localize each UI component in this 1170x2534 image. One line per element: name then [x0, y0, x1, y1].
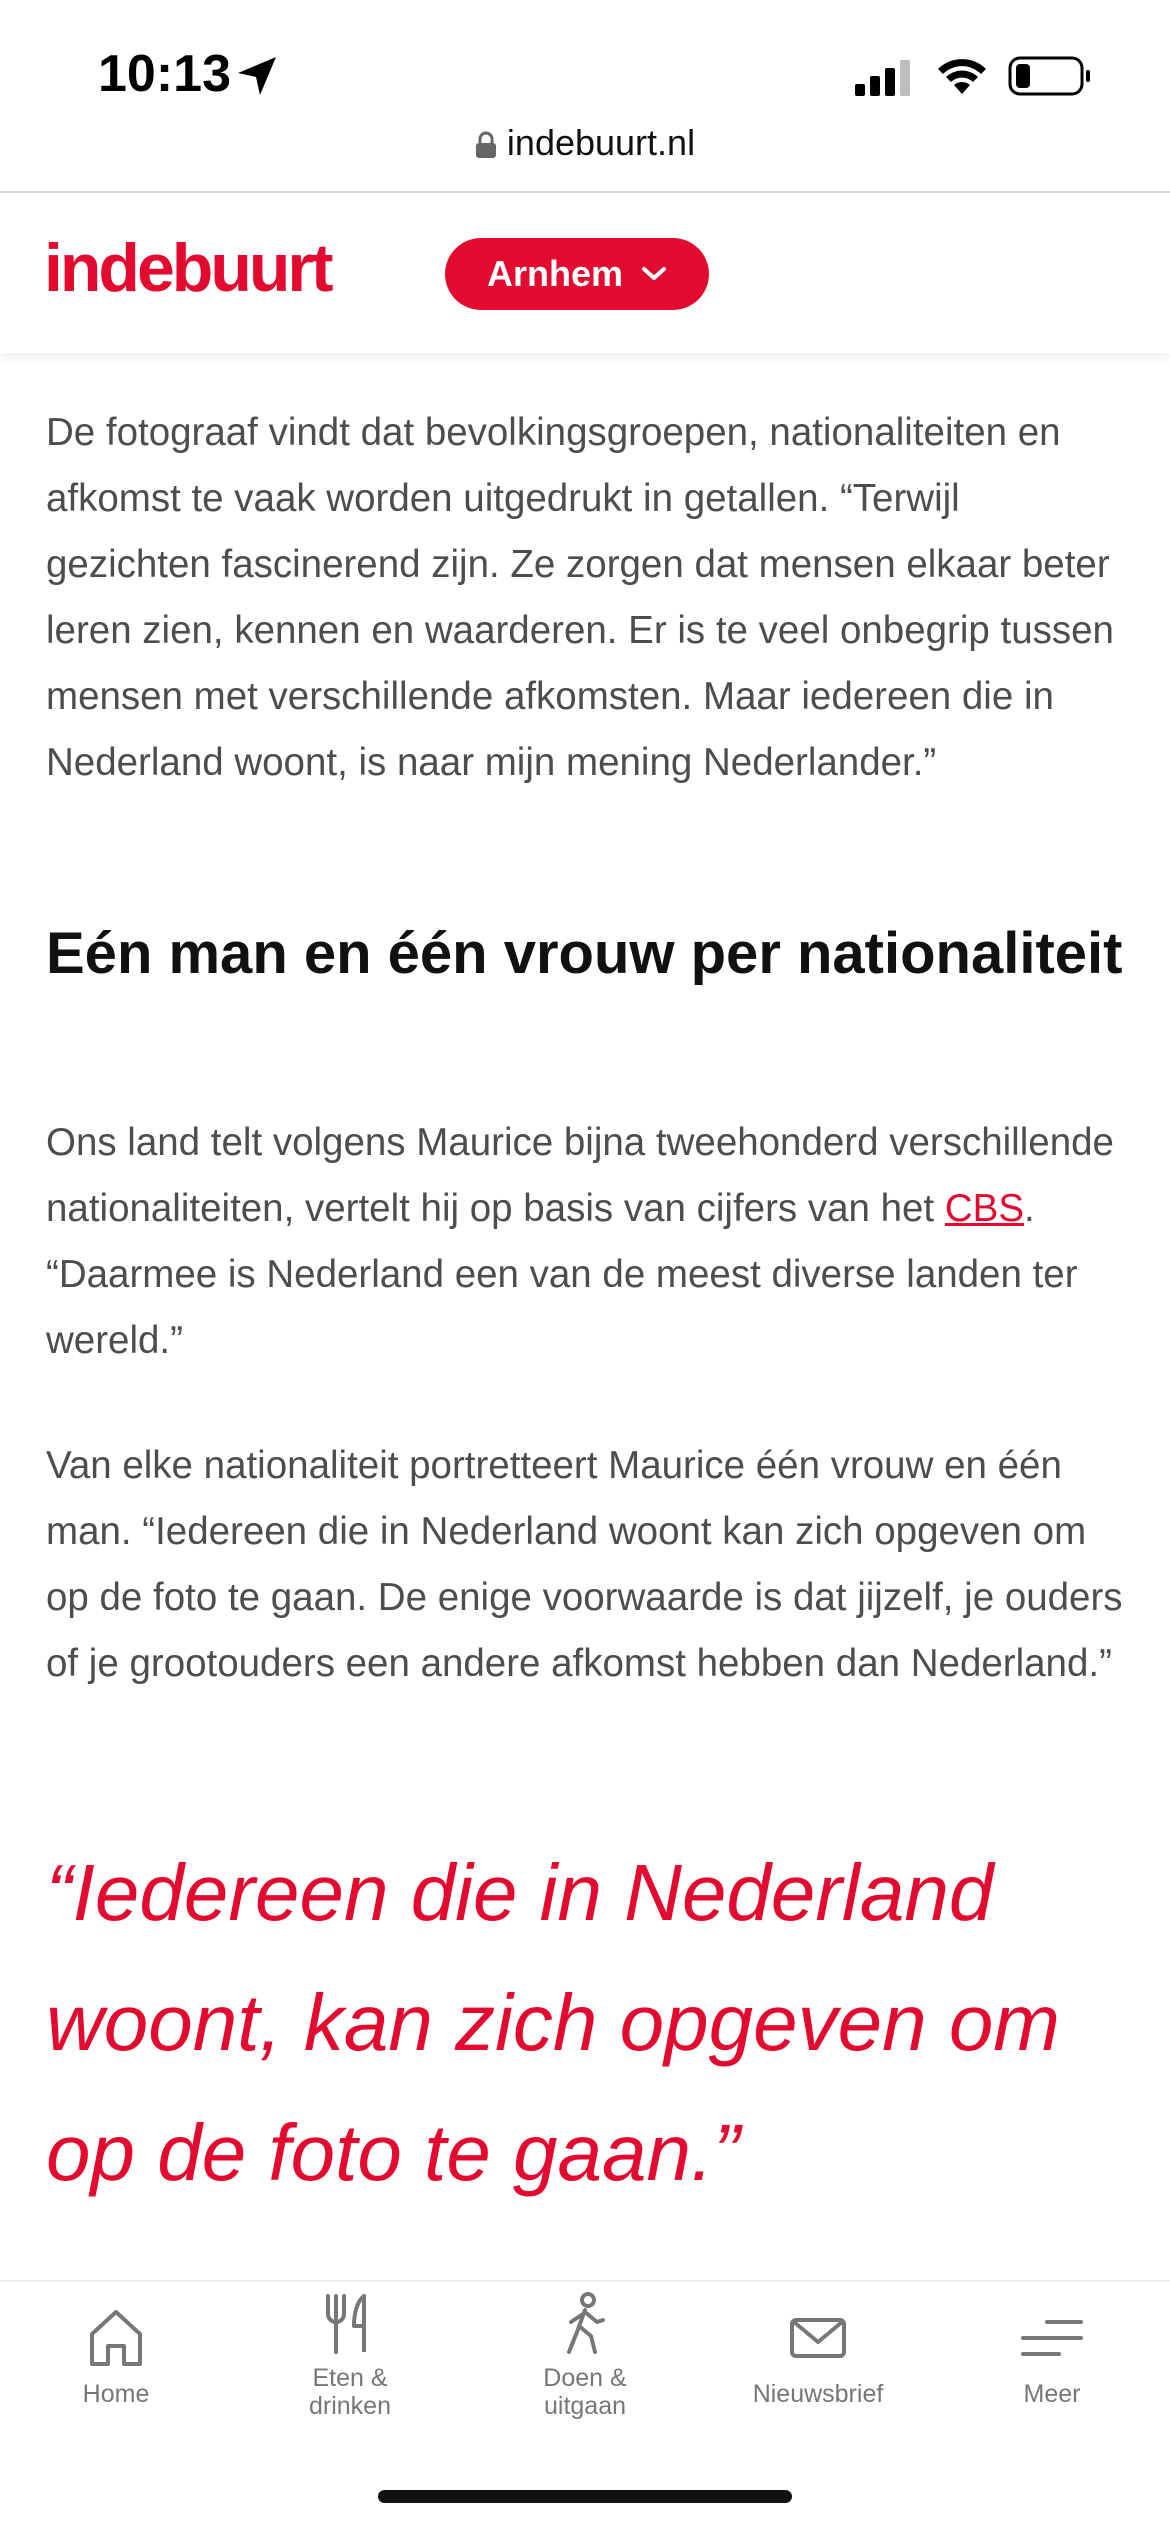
envelope-icon [788, 2306, 848, 2370]
home-indicator[interactable] [378, 2490, 792, 2503]
status-bar [0, 0, 1170, 163]
status-time: 10:13 [98, 45, 231, 103]
article-body-2 [46, 1110, 1126, 1374]
nav-home[interactable] [16, 2306, 216, 2408]
site-header [0, 193, 1170, 353]
article-subheading: Eén man en één vrouw per nationaliteit [46, 921, 1123, 986]
nav-label: Eten & drinken [309, 2364, 391, 2420]
nav-meer[interactable] [952, 2306, 1152, 2408]
menu-icon [1019, 2306, 1085, 2370]
indebuurt-logo[interactable]: indebuurt [44, 230, 331, 306]
article-body-3 [46, 1433, 1126, 1697]
article-paragraph: Van elke nationaliteit portretteert Maurice één vrouw en één man. “Iedereen die in Nederland woont kan zich opgeven om op de foto te gaan. De enige voorwaarde is dat jijzelf, je ouders of je grootouders een andere afkomst hebben dan Nederland.” [46, 1444, 1123, 1685]
nav-label: Doen & uitgaan [543, 2364, 627, 2420]
nav-eten-drinken[interactable] [250, 2292, 450, 2420]
lock-icon [475, 131, 497, 159]
cbs-link[interactable]: CBS [944, 1187, 1025, 1230]
city-selector-button[interactable] [445, 238, 709, 310]
city-selector-label: Arnhem [486, 253, 624, 294]
article-paragraph: De fotograaf vindt dat bevolkingsgroepen, nationaliteiten en afkomst te vaak worden uitgedrukt in getallen. “Terwijl gezichten fascinerend zijn. Ze zorgen dat mensen elkaar beter leren zien, kennen en waarderen. Er is te veel onbegrip tussen mensen met verschillende afkomsten. Maar iedereen die in Nederland woont, is naar mijn mening Nederlander.” [46, 411, 1114, 784]
home-icon [86, 2306, 146, 2370]
article-paragraph [46, 1110, 1126, 1374]
nav-label: Meer [1023, 2380, 1081, 2408]
chevron-down-icon [641, 266, 667, 282]
nav-label: Nieuwsbrief [752, 2380, 884, 2408]
nav-label: Home [82, 2380, 150, 2408]
paragraph-text: Ons land telt volgens Maurice bijna tweehonderd verschillende nationaliteiten, vertelt hij op basis van cijfers van het [46, 1121, 1114, 1230]
cellular-signal-icon [855, 60, 913, 96]
pull-quote: “Iedereen die in Nederland woont, kan zich opgeven om op de foto te gaan.” [46, 1848, 1060, 2197]
battery-icon [1008, 56, 1092, 96]
location-arrow-icon [236, 55, 278, 97]
cutlery-icon [320, 2292, 380, 2356]
url-text: indebuurt.nl [506, 122, 696, 163]
paragraph-text: . “Daarmee is Nederland een van de meest diverse landen ter wereld.” [46, 1187, 1078, 1362]
wifi-icon [937, 56, 987, 96]
nav-doen-uitgaan[interactable] [485, 2292, 685, 2420]
address-bar[interactable] [0, 122, 1170, 164]
article-body [46, 400, 1126, 796]
nav-nieuwsbrief[interactable] [718, 2306, 918, 2408]
walking-person-icon [555, 2292, 615, 2356]
